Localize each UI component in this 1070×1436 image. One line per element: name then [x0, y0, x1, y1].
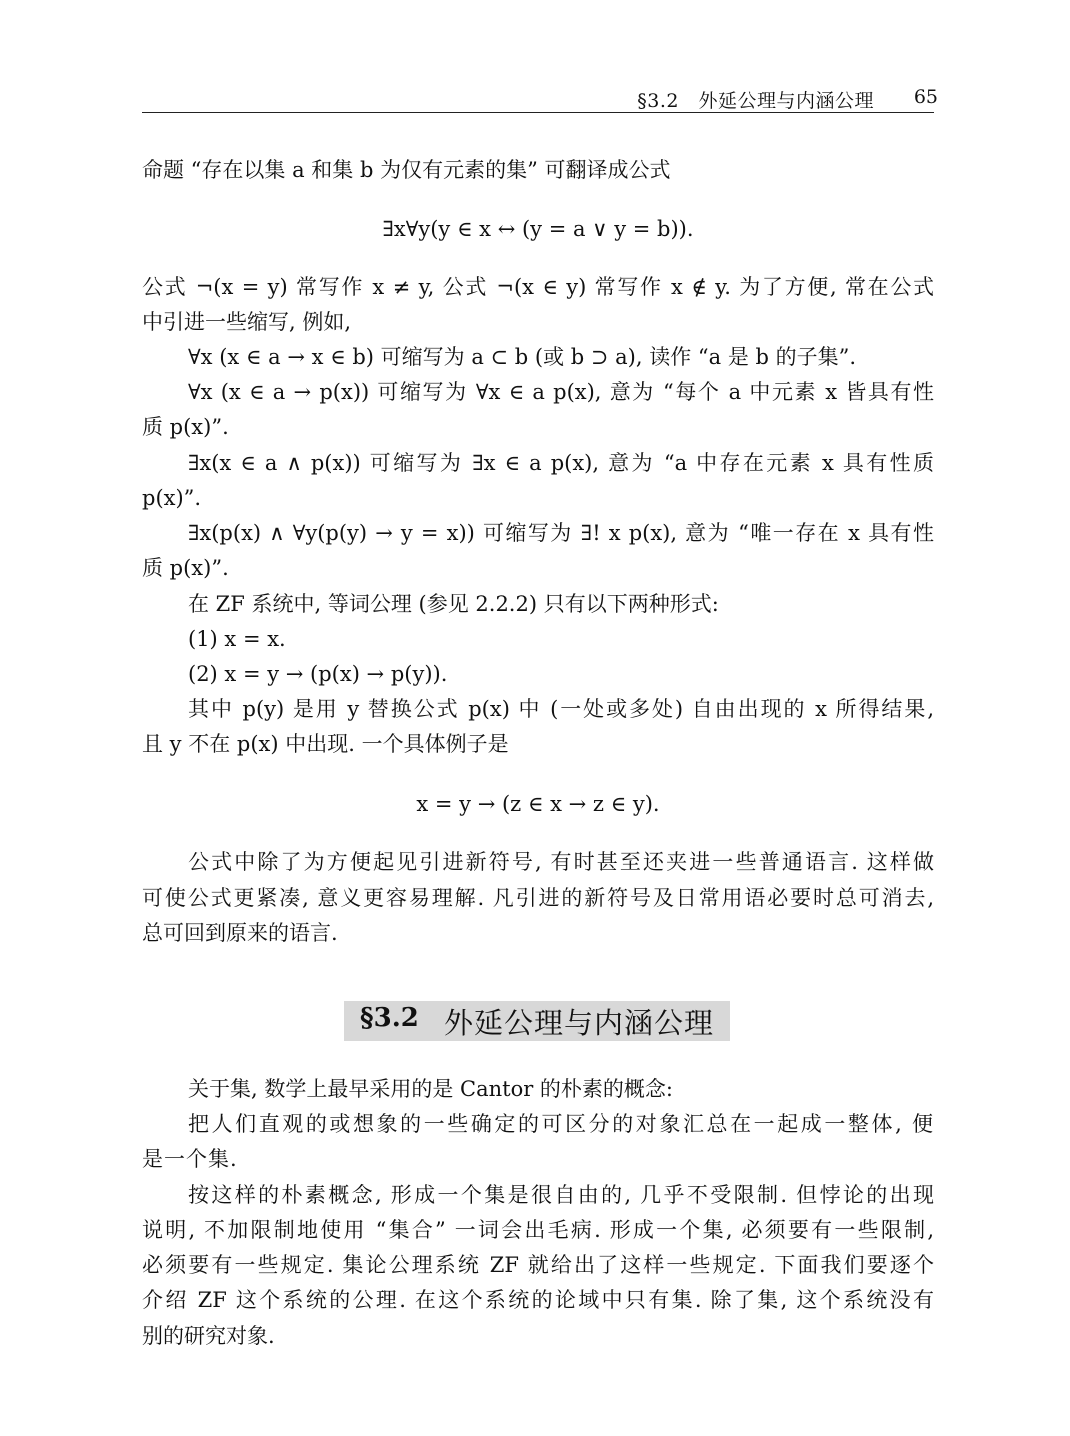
quoted-definition: 把人们直观的或想象的一些确定的可区分的对象汇总在一起成一整体, 便 [188, 1112, 934, 1136]
text-line: ∀x (x ∈ a → p(x)) 可缩写为 ∀x ∈ a p(x), 意为 “每个 a 中元素 x 皆具有性 [188, 380, 934, 404]
text-line: 命题 “存在以集 a 和集 b 为仅有元素的集” 可翻译成公式 [142, 158, 671, 182]
display-formula: x = y → (z ∈ x → z ∈ y). [416, 792, 660, 816]
text-line: 关于集, 数学上最早采用的是 Cantor 的朴素的概念: [188, 1077, 674, 1101]
text-line: 必须要有一些规定. 集论公理系统 ZF 就给出了这样一些规定. 下面我们要逐个 [142, 1253, 934, 1277]
list-item: (2) x = y → (p(x) → p(y)). [188, 662, 448, 686]
text-line: 质 p(x)”. [142, 415, 229, 439]
text-line: 别的研究对象. [142, 1324, 275, 1348]
text-line: 可使公式更紧凑, 意义更容易理解. 凡引进的新符号及日常用语必要时总可消去, [142, 886, 934, 910]
text-line: 且 y 不在 p(x) 中出现. 一个具体例子是 [142, 732, 509, 756]
text-line: 其中 p(y) 是用 y 替换公式 p(x) 中 (一处或多处) 自由出现的 x 所得结果, [188, 697, 934, 721]
running-header [142, 82, 938, 113]
text-line: p(x)”. [142, 486, 202, 510]
section-title: 外延公理与内涵公理 [444, 1006, 715, 1040]
list-item: (1) x = x. [188, 627, 286, 651]
text-line: 说明, 不加限制地使用 “集合” 一词会出毛病. 形成一个集, 必须要有一些限制, [142, 1218, 934, 1242]
text-line: 公式 ¬(x = y) 常写作 x ≠ y, 公式 ¬(x ∈ y) 常写作 x ∉ y. 为了方便, 常在公式 [142, 275, 934, 299]
text-line: ∀x (x ∈ a → x ∈ b) 可缩写为 a ⊂ b (或 b ⊃ a), 读作 “a 是 b 的子集”. [188, 345, 857, 369]
text-line: 质 p(x)”. [142, 556, 229, 580]
text-line: 按这样的朴素概念, 形成一个集是很自由的, 几乎不受限制. 但悖论的出现 [188, 1183, 934, 1207]
text-line: ∃x(x ∈ a ∧ p(x)) 可缩写为 ∃x ∈ a p(x), 意为 “a 中存在元素 x 具有性质 [188, 451, 934, 475]
section-heading [344, 1001, 730, 1041]
text-line: 公式中除了为方便起见引进新符号, 有时甚至还夹进一些普通语言. 这样做 [188, 850, 934, 874]
text-line: 介绍 ZF 这个系统的公理. 在这个系统的论域中只有集. 除了集, 这个系统没有 [142, 1288, 934, 1312]
text-line: 总可回到原来的语言. [142, 921, 338, 945]
page-number: 65 [913, 86, 938, 108]
section-number: §3.2 [360, 1003, 419, 1033]
text-line: 中引进一些缩写, 例如, [142, 310, 352, 334]
text-line: ∃x(p(x) ∧ ∀y(p(y) → y = x)) 可缩写为 ∃! x p(x), 意为 “唯一存在 x 具有性 [188, 521, 934, 545]
running-title: §3.2 外延公理与内涵公理 [637, 90, 874, 112]
quoted-definition: 是一个集. [142, 1147, 238, 1171]
display-formula: ∃x∀y(y ∈ x ↔ (y = a ∨ y = b)). [382, 217, 694, 241]
text-line: 在 ZF 系统中, 等词公理 (参见 2.2.2) 只有以下两种形式: [188, 592, 719, 616]
